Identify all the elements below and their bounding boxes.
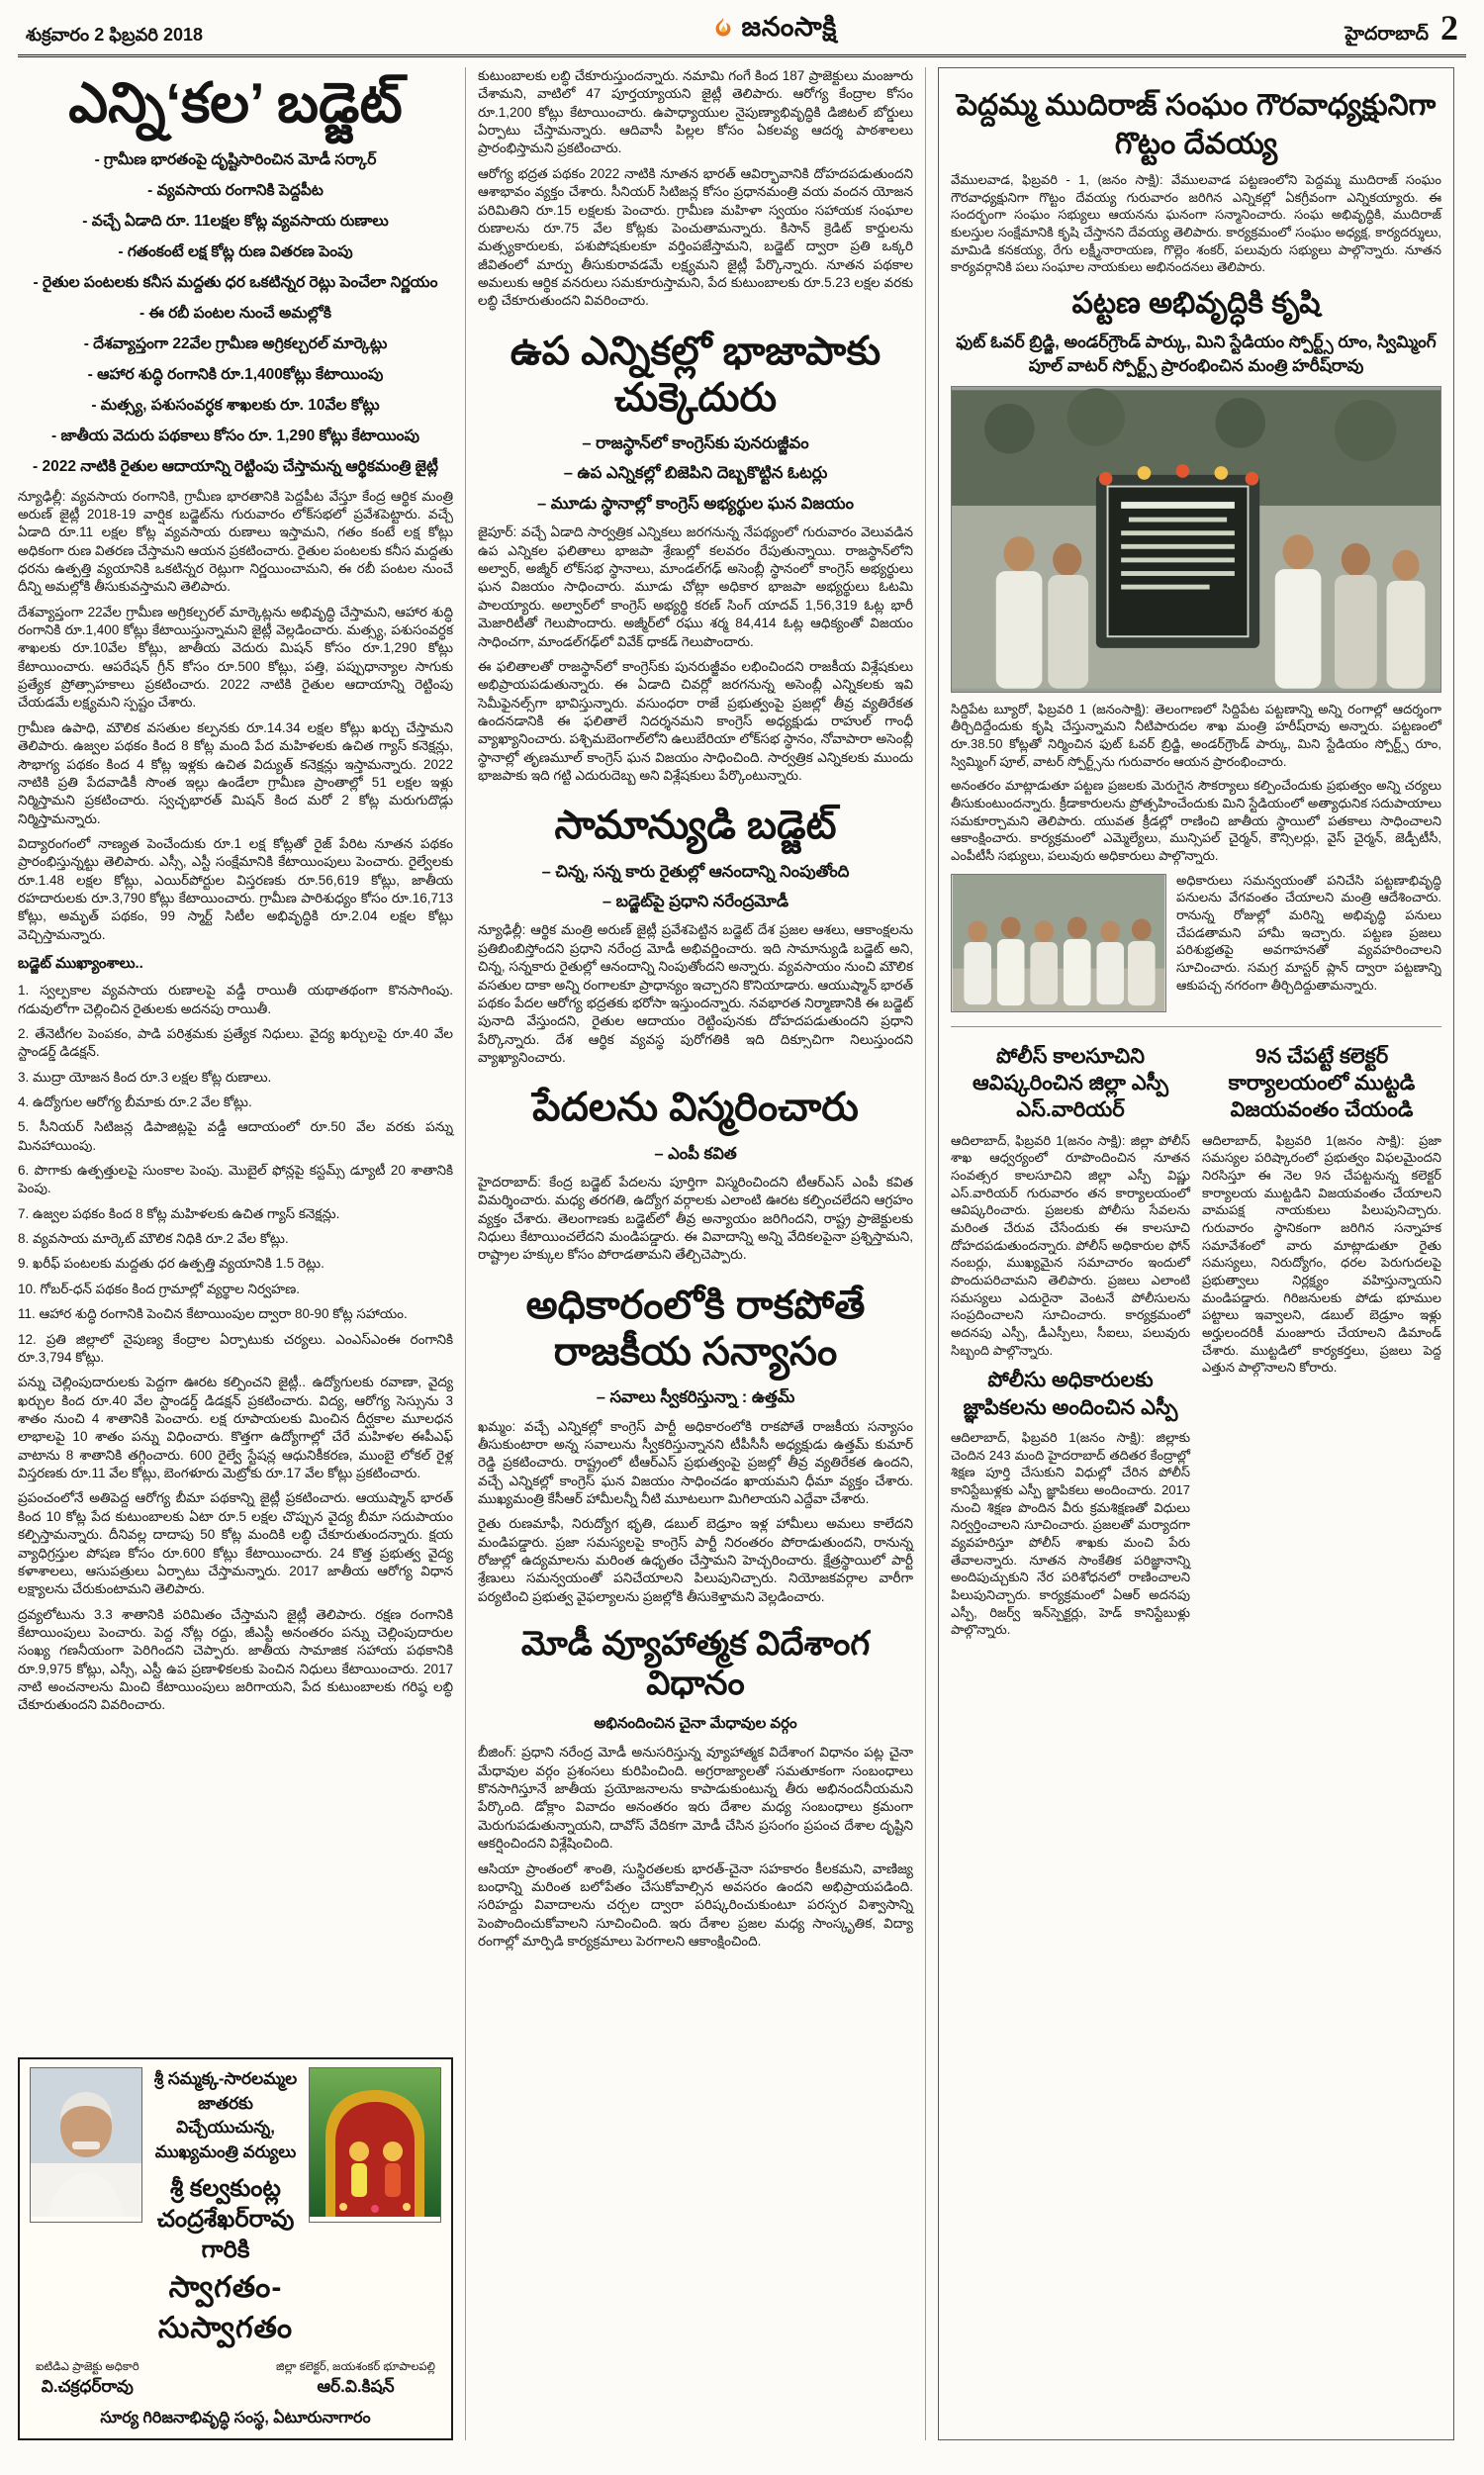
body-paragraph: ఆదిలాబాద్, ఫిబ్రవరి 1(జనం సాక్షి): ప్రజా సమస్యల పరిష్కారంలో ప్రభుత్వం విఫలమైందని నిరసిస్తూ ఈ నెల 9న చేపట్టనున్న కలెక్టర్ కార్యాలయ ముట్టడిని విజయవంతం చేయాలని వామపక్ష నాయకులు పిలుపునిచ్చారు. గురువారం స్థానికంగా జరిగిన సన్నాహక సమావేశంలో వారు మాట్లాడుతూ రైతు సమస్యలు, నిరుద్యోగం, ధరల పెరుగుదలపై ప్రభుత్వాలు నిర్లక్ష్యం వహిస్తున్నాయని మండిపడ్డారు. గిరిజనులకు పోడు భూముల పట్టాలు ఇవ్వాలని, డబుల్ బెడ్రూం ఇళ్లు అర్హులందరికీ మంజూరు చేయాలని డిమాండ్ చేశారు. ముట్టడిలో కార్యకర్తలు, ప్రజలు పెద్ద ఎత్తున పాల్గొనాలని కోరారు. [1202, 1132, 1441, 1376]
highlight-item: 2. తేనెటీగల పెంపకం, పాడి పరిశ్రమకు ప్రత్యేక నిధులు. వైద్య ఖర్చులపై రూ.40 వేల స్టాండర్డ్ డిడక్షన్. [18, 1025, 453, 1060]
right-subcolumn-right [1202, 1035, 1441, 1646]
lead-bullet: - దేశవ్యాప్తంగా 22వేల గ్రామీణ అగ్రికల్చరల్ మార్కెట్లు [83, 334, 388, 352]
body-paragraph: కుటుంబాలకు లబ్ధి చేకూరుస్తుందన్నారు. నమామి గంగే కింద 187 ప్రాజెక్టులు మంజూరు చేశామని, వాటిలో 47 పూర్తయ్యాయని జైట్లీ తెలిపారు. ఆరోగ్య కేంద్రాల కోసం రూ.1,200 కోట్లు కేటాయించారు. ఉపాధ్యాయుల నైపుణ్యాభివృద్ధికి డిజిటల్ బోర్డులు ఏర్పాటు చేస్తామన్నారు. ఆదివాసీ పిల్లల కోసం ఏకలవ్య ఆదర్శ పాఠశాలలు ప్రారంభిస్తామని ప్రకటించారు. [478, 68, 913, 156]
calendar-headline: పోలీస్ కాలసూచిని ఆవిష్కరించిన జిల్లా ఎస్పీ ఎస్.వారియర్ [972, 1044, 1169, 1122]
pattana-subhead: ఫుట్ ఓవర్ బ్రిడ్జి, అండర్‌గ్రౌండ్ పార్కు, మిని స్టేడియం స్పోర్ట్స్ రూం, స్విమ్మింగ్ పూల్ వాటర్ స్పోర్ట్స్ ప్రారంభించిన మంత్రి హరీష్‌రావు [956, 333, 1437, 375]
body-paragraph: ఆదిలాబాద్, ఫిబ్రవరి 1(జనం సాక్షి): జిల్లాకు చెందిన 243 మంది హైదరాబాద్ తదితర కేంద్రాల్లో శిక్షణ పూర్తి చేసుకుని విధుల్లో చేరిన పోలీస్ కానిస్టేబుళ్లకు ఎస్పీ జ్ఞాపికలు అందించారు. 2017 నుంచి శిక్షణ పొందిన వీరు క్రమశిక్షణతో విధులు నిర్వర్తించాలని సూచించారు. ప్రజలతో మర్యాదగా వ్యవహరిస్తూ పోలీస్ శాఖకు మంచి పేరు తేవాలన్నారు. నూతన సాంకేతిక పరిజ్ఞానాన్ని అందిపుచ్చుకుని నేర పరిశోధనలో రాణించాలని పిలుపునిచ్చారు. కార్యక్రమంలో ఏఆర్ అదనపు ఎస్పీ, రిజర్వ్ ఇన్‌స్పెక్టర్లు, హెడ్ కానిస్టేబుళ్లు పాల్గొన్నారు. [951, 1429, 1190, 1638]
lead-bullet-list [18, 150, 453, 487]
foreign-policy-kicker: అభినందించిన చైనా మేధావుల వర్గం [594, 1715, 797, 1733]
highlight-item: 1. స్వల్పకాల వ్యవసాయ రుణాలపై వడ్డీ రాయితీ యథాతథంగా కొనసాగింపు. గడువులోగా చెల్లించిన రైతులకు అదనపు రాయితీ. [18, 983, 453, 1016]
body-paragraph: ఖమ్మం: వచ్చే ఎన్నికల్లో కాంగ్రెస్ పార్టీ అధికారంలోకి రాకపోతే రాజకీయ సన్యాసం తీసుకుంటారా అన్న సవాలును స్వీకరిస్తున్నానని టీపీసీసీ అధ్యక్షుడు ఉత్తమ్ కుమార్ రెడ్డి ప్రకటించారు. రాష్ట్రంలో టీఆర్ఎస్ ప్రభుత్వంపై ప్రజల్లో తీవ్ర వ్యతిరేకత ఉందని, వచ్చే ఎన్నికల్లో కాంగ్రెస్ ఘన విజయం సాధించడం ఖాయమని ధీమా వ్యక్తం చేశారు. ముఖ్యమంత్రి కేసీఆర్ హామీలన్నీ నీటి మూటలుగా మిగిలాయని ఎద్దేవా చేశారు. [478, 1418, 913, 1506]
lead-bullet: - గతంకంటే లక్ష కోట్ల రుణ వితరణ పెంపు [118, 243, 353, 261]
highlight-item: 5. సీనియర్ సిటిజన్ల డిపాజిట్లపై వడ్డీ ఆదాయంలో రూ.50 వేల వరకు పన్ను మినహాయింపు. [18, 1119, 453, 1153]
deck-point: – మూడు స్థానాల్లో కాంగ్రెస్ అభ్యర్థుల ఘన విజయం [537, 494, 854, 513]
lead-bullet: - గ్రామీణ భారతంపై దృష్టిసారించిన మోడీ సర్కార్ [94, 151, 377, 169]
highlight-item: 3. ముద్రా యోజన కింద రూ.3 లక్షల కోట్ల రుణాలు. [18, 1069, 272, 1085]
mudiraj-headline: పెద్దమ్మ ముదిరాజ్ సంఘం గౌరవాధ్యక్షునిగా గొట్టం దేవయ్య [956, 89, 1437, 160]
highlight-item: 8. వ్యవసాయ మార్కెట్ మౌలిక నిధికి రూ.2 వేల కోట్లు. [18, 1231, 289, 1247]
right-subcolumn-left [951, 1035, 1190, 1646]
body-paragraph: అనంతరం మాట్లాడుతూ పట్టణ ప్రజలకు మెరుగైన సౌకర్యాలు కల్పించేందుకు ప్రభుత్వం అన్ని చర్యలు తీసుకుంటుందన్నారు. క్రీడాకారులను ప్రోత్సహించేందుకు మిని స్టేడియంలో అత్యాధునిక సదుపాయాలు సమకూర్చామని తెలిపారు. యువత క్రీడల్లో రాణించి జాతీయ స్థాయిలో పతకాలు సాధించాలని ఆకాంక్షించారు. కార్యక్రమంలో ఎమ్మెల్యేలు, మున్సిపల్ చైర్మన్, కౌన్సిలర్లు, వైస్ చైర్మన్, జెడ్పీటీసీ, ఎంపీటీసీ సభ్యులు, పలువురు అధికారులు పాల్గొన్నారు. [951, 778, 1441, 863]
ad-intro-line: జాతరకు విచ్చేయుచున్న, [176, 2093, 275, 2138]
body-paragraph: దేశవ్యాప్తంగా 22వేల గ్రామీణ అగ్రికల్చరల్ మార్కెట్లను అభివృద్ధి చేస్తామని, ఆహార శుద్ధి రంగానికి రూ.1,400 కోట్లు కేటాయిస్తున్నామని జైట్లీ వెల్లడించారు. మత్స్య, పశుసంవర్ధక శాఖలకు రూ.10వేల కోట్లు, జాతీయ వెదురు మిషన్ కోసం రూ.1,290 కోట్లు కేటాయించారు. ఆపరేషన్ గ్రీన్ కోసం రూ.500 కోట్లు, పత్తి, పప్పుధాన్యాల సాగుకు ప్రత్యేక ప్రోత్సాహకాలు ప్రకటించారు. 2022 నాటికి రైతుల ఆదాయాన్ని రెట్టింపు చేయడమే లక్ష్యమని స్పష్టం చేశారు. [18, 604, 453, 711]
body-paragraph: జైపూర్: వచ్చే ఏడాది సార్వత్రిక ఎన్నికలు జరగనున్న నేపథ్యంలో గురువారం వెలువడిన ఉప ఎన్నికల ఫలితాలు భాజపా శ్రేణుల్లో కలవరం రేపుతున్నాయి. రాజస్థాన్‌లోని అల్వార్, అజ్మీర్ లోక్‌సభ స్థానాలు, మాండల్‌గఢ్ అసెంబ్లీ స్థానంలో కాంగ్రెస్ అభ్యర్థులు ఘన విజయం సాధించారు. మూడు చోట్లా అధికార భాజపా అభ్యర్థులు ఓటమి పాలయ్యారు. అల్వార్‌లో కాంగ్రెస్ అభ్యర్థి కరణ్ సింగ్ యాదవ్ 1,56,319 ఓట్ల భారీ మెజారిటీతో గెలుపొందారు. అజ్మీర్‌లో రఘు శర్మ 84,414 ఓట్ల ఆధిక్యంతో విజయం సాధించగా, మాండల్‌గఢ్‌లో వివేక్ ధాకడ్ గెలుపొందారు. [478, 524, 913, 649]
lead-bullet: - వ్యవసాయ రంగానికి పెద్దపీట [147, 182, 324, 200]
foreign-policy-body [478, 1744, 913, 1951]
masthead [711, 12, 837, 49]
highlight-item: 9. ఖరీఫ్ పంటలకు మద్దతు ధర ఉత్పత్తి వ్యయానికి 1.5 రెట్లు. [18, 1256, 325, 1272]
lead-column [18, 67, 465, 2440]
highlight-item: 12. ప్రతి జిల్లాలో నైపుణ్య కేంద్రాల ఏర్పాటుకు చర్యలు. ఎంఎస్ఎంఈ రంగానికి రూ.3,794 కోట్లు. [18, 1331, 453, 1365]
page-header [18, 8, 1466, 57]
deck-point: – బడ్జెట్‌పై ప్రధాని నరేంద్రమోడీ [602, 893, 789, 911]
ad-signature-left-role: ఐటిడిఎ ప్రాజెక్టు అధికారి [36, 2361, 139, 2374]
mementos-body [951, 1429, 1190, 1639]
siege-headline: 9న చేపట్టే కలెక్టర్ కార్యాలయంలో ముట్టడి విజయవంతం చేయండి [1228, 1044, 1416, 1122]
ad-signatures-row [30, 2360, 441, 2401]
ad-intro-line: శ్రీ సమ్మక్క-సారలమ్మల [153, 2068, 298, 2088]
poor-body [478, 1174, 913, 1265]
lead-bullet: - వచ్చే ఏడాది రూ. 11లక్షల కోట్ల వ్యవసాయ రుణాలు [82, 213, 389, 231]
deck-point: – సవాలు స్వీకరిస్తున్నా : ఉత్తమ్ [596, 1388, 795, 1407]
sanyas-points [478, 1387, 913, 1408]
lead-bullet: - ఈ రబీ పంటల నుంచే అమల్లోకి [139, 305, 331, 322]
ad-intro-line: ముఖ్యమంత్రి వర్యులు [154, 2142, 297, 2161]
byelection-points [478, 433, 913, 515]
body-paragraph: ప్రపంచంలోనే అతిపెద్ద ఆరోగ్య బీమా పథకాన్ని జైట్లీ ప్రకటించారు. ఆయుష్మాన్ భారత్ కింద 10 కోట్ల పేద కుటుంబాలకు ఏటా రూ.5 లక్షల చొప్పున వైద్య బీమా సదుపాయం కల్పిస్తామన్నారు. దీనివల్ల దాదాపు 50 కోట్ల మందికి లబ్ధి చేకూరుతుందన్నారు. క్షయ వ్యాధిగ్రస్తుల పోషణ కోసం రూ.600 కోట్లు కేటాయించారు. 24 కొత్త ప్రభుత్వ వైద్య కళాశాలలు, ఆసుపత్రులు ఏర్పాటు చేస్తామన్నారు. 2017 జాతీయ ఆరోగ్య విధాన లక్ష్యాలను చేరుకుంటామని తెలిపారు. [18, 1490, 453, 1597]
highlight-item: 11. ఆహార శుద్ధి రంగానికి పెంచిన కేటాయింపుల ద్వారా 80-90 కోట్ల సహాయం. [18, 1306, 408, 1322]
body-paragraph: ద్రవ్యలోటును 3.3 శాతానికి పరిమితం చేస్తామని జైట్లీ తెలిపారు. రక్షణ రంగానికి కేటాయింపులు పెంచారు. పెద్ద నోట్ల రద్దు, జీఎస్టీ అనంతరం పన్ను చెల్లింపుదారుల సంఖ్య గణనీయంగా పెరిగిందని చెప్పారు. జాతీయ సామాజిక సహాయ పథకానికి రూ.9,975 కోట్లు, ఎస్సీ, ఎస్టీ ఉప ప్రణాళికలకు పెంచిన నిధులు కేటాయించారు. 2017 నాటి అంచనాలను మించి కేటాయింపులు జరిగాయని, పేద కుటుంబాలకు గరిష్ఠ లబ్ధి చేకూరుతుందని వివరించారు. [18, 1606, 453, 1713]
budget-highlights-title: బడ్జెట్ ముఖ్యాంశాలు.. [18, 955, 143, 973]
lead-headline: ఎన్ని‘కల’ బడ్జెట్ [68, 71, 403, 134]
advertisement [18, 2057, 453, 2440]
lead-bullet: - 2022 నాటికి రైతుల ఆదాయాన్ని రెట్టింపు చేస్తామన్న ఆర్థికమంత్రి జైట్లీ [33, 457, 438, 475]
sanyas-body [478, 1418, 913, 1607]
poor-points [478, 1144, 913, 1165]
deck-point: – ఉప ఎన్నికల్లో బిజెపిని దెబ్బకొట్టిన ఓటర్లు [563, 464, 828, 483]
lead-bullet: - మత్స్య, పశుసంవర్ధక శాఖలకు రూ. 10వేల కోట్లు [91, 396, 380, 414]
byelection-body [478, 524, 913, 785]
body-paragraph: సిద్దిపేట బ్యూరో, ఫిబ్రవరి 1 (జనంసాక్షి): తెలంగాణలో సిద్దిపేట పట్టణాన్ని అన్ని రంగాల్లో ఆదర్శంగా తీర్చిదిద్దేందుకు కృషి చేస్తున్నామని నీటిపారుదల శాఖ మంత్రి హరీష్‌రావు అన్నారు. పట్టణంలో రూ.38.50 కోట్లతో నిర్మించిన ఫుట్ ఓవర్ బ్రిడ్జి, అండర్‌గ్రౌండ్ పార్కు, మిని స్టేడియం స్పోర్ట్స్ రూం, స్విమ్మింగ్ పూల్, వాటర్ స్పోర్ట్స్‌ను గురువారం ఆయన ప్రారంభించారు. [951, 701, 1441, 769]
lead-bullet: - ఆహార శుద్ధి రంగానికి రూ.1,400కోట్లు కేటాయింపు [87, 365, 384, 383]
lead-body-continued [18, 1374, 453, 1721]
body-paragraph: బీజింగ్: ప్రధాని నరేంద్ర మోడీ అనుసరిస్తున్న వ్యూహాత్మక విదేశాంగ విధానం పట్ల చైనా మేధావుల వర్గం ప్రశంసలు కురిపించింది. అగ్రరాజ్యాలతో సమతూకంగా సంబంధాలు కొనసాగిస్తూనే జాతీయ ప్రయోజనాలను కాపాడుకుంటున్న తీరు అభినందనీయమని పేర్కొంది. డోక్లాం వివాదం అనంతరం ఇరు దేశాల మధ్య సంబంధాలు క్రమంగా మెరుగుపడుతున్నాయని, దావోస్ వేదికగా మోడీ చేసిన ప్రసంగం ప్రపంచ దేశాల దృష్టిని ఆకర్షించిందని విశ్లేషించింది. [478, 1745, 913, 1852]
body-paragraph: న్యూఢిల్లీ: వ్యవసాయ రంగానికి, గ్రామీణ భారతానికి పెద్దపీట వేస్తూ కేంద్ర ఆర్థిక మంత్రి అరుణ్ జైట్లీ 2018-19 వార్షిక బడ్జెట్‌ను గురువారం లోక్‌సభలో ప్రవేశపెట్టారు. వచ్చే ఏడాది రూ.11 లక్షల కోట్ల వ్యవసాయ రుణాలు ఇస్తామని, గతం కంటే లక్ష కోట్లు అధికంగా రుణ వితరణ చేస్తామని ఆయన ప్రకటించారు. రైతుల పంటలకు కనీస మద్దతు ధరను ఉత్పత్తి వ్యయానికి ఒకటిన్నర రెట్లుగా నిర్ణయించామని, ఈ రబీ పంటల నుంచే దీన్ని అమల్లోకి తీసుకువస్తామని తెలిపారు. [18, 488, 453, 595]
common-budget-headline: సామాన్యుడి బడ్జెట్ [554, 804, 837, 848]
ad-signature-left [36, 2360, 139, 2401]
photo-inauguration [951, 386, 1441, 693]
edition-date: శుక్రవారం 2 ఫిబ్రవరి 2018 [26, 25, 204, 45]
highlight-item: 6. పొగాకు ఉత్పత్తులపై సుంకాల పెంపు. మొబైల్ ఫోన్లపై కస్టమ్స్ డ్యూటీ 20 శాతానికి పెంపు. [18, 1163, 453, 1196]
right-two-column-block [951, 1035, 1441, 1646]
poor-headline: పేదలను విస్మరించారు [532, 1086, 859, 1130]
byelection-headline: ఉప ఎన్నికల్లో భాజాపాకు చుక్కెదురు [510, 329, 881, 420]
sanyas-headline: అధికారంలోకి రాకపోతే రాజకీయ సన్యాసం [525, 1283, 866, 1374]
page-number: 2 [1440, 8, 1458, 48]
pattana-continuation-block [951, 872, 1441, 1018]
body-paragraph: ఆరోగ్య భద్రత పథకం 2022 నాటికి నూతన భారత్ ఆవిర్భావానికి దోహదపడుతుందని ఆశాభావం వ్యక్తం చేశారు. సీనియర్ సిటిజన్ల కోసం ప్రధానమంత్రి వయ వందన యోజన పరిమితిని రూ.15 లక్షలకు పెంచారు. గ్రామీణ మహిళా స్వయం సహాయక సంఘాల రుణాలను రూ.75 వేల కోట్లకు పెంచుతామన్నారు. కిసాన్ క్రెడిట్ కార్డులను మత్స్యకారులకు, పశుపోషకులకూ వర్తింపజేస్తామని, బడ్జెట్ ద్వారా ప్రతి ఒక్కరి జీవితంలో మార్పు తీసుకురావడమే లక్ష్యమని జైట్లీ పేర్కొన్నారు. నూతన పథకాల అమలుకు ఆర్థిక వనరులు సమకూరుస్తామని, పేద కుటుంబాలకు రూ.5.23 లక్షల వరకు లబ్ధి చేకూరుతుందని వివరించారు. [478, 165, 913, 309]
body-paragraph: విద్యారంగంలో నాణ్యత పెంచేందుకు రూ.1 లక్ష కోట్లతో రైజ్ పేరిట నూతన పథకం ప్రారంభిస్తున్నట్టు తెలిపారు. ఎస్సీ, ఎస్టీ సంక్షేమానికి కేటాయింపులు పెంచారు. రైల్వేలకు రూ.1.48 లక్షల కోట్లు, ఎయిర్‌పోర్టుల విస్తరణకు రూ.56,619 కోట్లు, జాతీయ రహదారులకు రూ.3,790 కోట్లు కేటాయించారు. గ్రామీణ పారిశుధ్యం కోసం రూ.16,713 కోట్లు, అమృత్ పథకం, 99 స్మార్ట్ సిటీల అభివృద్ధికి రూ.2.04 లక్షల కోట్లు వెచ్చిస్తామన్నారు. [18, 836, 453, 942]
city-and-page [1345, 10, 1458, 49]
lead-bullet: - జాతీయ వెదురు పథకాలు కోసం రూ. 1,290 కోట్లు కేటాయింపు [51, 427, 419, 444]
budget-highlights-list [18, 982, 453, 1374]
columns [18, 67, 1466, 2440]
body-paragraph: ఈ ఫలితాలతో రాజస్థాన్‌లో కాంగ్రెస్‌కు పునరుజ్జీవం లభించిందని రాజకీయ విశ్లేషకులు అభిప్రాయపడుతున్నారు. ఈ ఏడాది చివర్లో జరగనున్న అసెంబ్లీ ఎన్నికలకు ఇవి సెమీఫైనల్స్‌గా భావిస్తున్నారు. వసుంధరా రాజే ప్రభుత్వంపై ప్రజల్లో తీవ్ర వ్యతిరేకత ఉందనడానికి ఈ ఫలితాలే నిదర్శనమని కాంగ్రెస్ అధ్యక్షుడు రాహుల్ గాంధీ వ్యాఖ్యానించారు. పశ్చిమబెంగాల్‌లోని ఉలుబేరియా లోక్‌సభ స్థానం, నోవాపారా అసెంబ్లీ స్థానాల్లో తృణమూల్ కాంగ్రెస్ ఘన విజయం సాధించింది. సార్వత్రిక ఎన్నికలకు ముందు భాజపాకు ఇది గట్టి ఎదురుదెబ్బ అని విశ్లేషకులు పేర్కొంటున్నారు. [478, 658, 913, 784]
body-paragraph: న్యూఢిల్లీ: ఆర్థిక మంత్రి అరుణ్ జైట్లీ ప్రవేశపెట్టిన బడ్జెట్ దేశ ప్రజల ఆశలు, ఆకాంక్షలను ప్రతిబింబిస్తోందని ప్రధాని నరేంద్ర మోడీ అభివర్ణించారు. ఇది సామాన్యుడి బడ్జెట్ అని, చిన్న, సన్నకారు రైతుల్లో ఆనందాన్ని నింపుతోందని అన్నారు. వ్యవసాయం నుంచి మౌలిక వసతుల దాకా అన్ని రంగాలకూ ప్రాధాన్యం ఇచ్చారని కొనియాడారు. ఆయుష్మాన్ భారత్ పథకం పేదల ఆరోగ్య భద్రతకు భరోసా ఇస్తుందన్నారు. నవభారత నిర్మాణానికి ఈ బడ్జెట్ పునాది వేస్తుందని, రైతుల ఆదాయం రెట్టింపునకు దోహదపడుతుందని ప్రధాని పేర్కొన్నారు. దేశ ఆర్థిక వ్యవస్థ పురోగతికి ఇది దిక్సూచిగా నిలుస్తుందని వ్యాఖ్యానించారు. [478, 922, 913, 1065]
body-paragraph: గ్రామీణ ఉపాధి, మౌలిక వసతుల కల్పనకు రూ.14.34 లక్షల కోట్లు ఖర్చు చేస్తామని తెలిపారు. ఉజ్వల పథకం కింద 8 కోట్ల మంది పేద మహిళలకు ఉచిత గ్యాస్ కనెక్షన్లు, సౌభాగ్య పథకం కింద 4 కోట్ల ఇళ్లకు ఉచిత విద్యుత్ కనెక్షన్లు ఇస్తామన్నారు. 2022 నాటికి ప్రతి పేదవాడికీ సొంత ఇల్లు ఉండేలా గ్రామీణ ప్రాంతాల్లో 51 లక్షల ఇళ్లు నిర్మిస్తామని ప్రకటించారు. స్వచ్ఛభారత్ మిషన్ కింద మరో 2 కోట్ల మరుగుదొడ్లు నిర్మిస్తామన్నారు. [18, 719, 453, 826]
body-paragraph: రైతు రుణమాఫీ, నిరుద్యోగ భృతి, డబుల్ బెడ్రూం ఇళ్ల హామీలు అమలు కాలేదని మండిపడ్డారు. ప్రజా సమస్యలపై కాంగ్రెస్ పార్టీ నిరంతరం పోరాడుతుందని, రానున్న రోజుల్లో ఉద్యమాలను మరింత ఉధృతం చేస్తామని హెచ్చరించారు. క్షేత్రస్థాయిలో పార్టీ శ్రేణులు సమన్వయంతో పనిచేయాలని పిలుపునిచ్చారు. నియోజకవర్గాల వారీగా పర్యటించి ప్రభుత్వ వైఫల్యాలను ప్రజల్లోకి తీసుకెళ్తామని వెల్లడించారు. [478, 1516, 913, 1604]
ad-photo-chief-minister [30, 2067, 142, 2223]
body-paragraph: పన్ను చెల్లింపుదారులకు పెద్దగా ఊరట కల్పించని జైట్లీ.. ఉద్యోగులకు రవాణా, వైద్య ఖర్చుల కింద రూ.40 వేల స్టాండర్డ్ డిడక్షన్ ప్రకటించారు. విద్య, ఆరోగ్య సెస్సును 3 శాతం నుంచి 4 శాతానికి పెంచారు. లక్ష రూపాయలకు మించిన దీర్ఘకాల మూలధన లాభాలపై 10 శాతం పన్ను విధించారు. కొత్తగా ఉద్యోగాల్లో చేరే మహిళల ఈపీఎఫ్ వాటాను 8 శాతానికి తగ్గించారు. 600 రైల్వే స్టేషన్ల ఆధునికీకరణ, ముంబై లోకల్ రైళ్ల విస్తరణకు రూ.11 వేల కోట్లు, బెంగళూరు మెట్రోకు రూ.17 వేల కోట్లు ప్రకటించారు. [18, 1375, 453, 1481]
right-column [926, 67, 1454, 2440]
ad-intro-lines [150, 2067, 301, 2165]
body-paragraph: హైదరాబాద్: కేంద్ర బడ్జెట్ పేదలను పూర్తిగా విస్మరించిందని టీఆర్ఎస్ ఎంపీ కవిత విమర్శించారు. మధ్య తరగతి, ఉద్యోగ వర్గాలకు ఎలాంటి ఊరట కల్పించలేదని ఆగ్రహం వ్యక్తం చేశారు. తెలంగాణకు బడ్జెట్‌లో తీవ్ర అన్యాయం జరిగిందని, రాష్ట్ర ప్రాజెక్టులకు నిధులు కేటాయించలేదని మండిపడ్డారు. ఈ వివాదాన్ని అన్ని వేదికలపైనా ప్రశ్నిస్తామని, రాష్ట్రాల హక్కుల కోసం పోరాడతామని తేల్చిచెప్పారు. [478, 1174, 913, 1263]
ad-signature-right [276, 2360, 435, 2401]
body-paragraph: అధికారులు సమన్వయంతో పనిచేసి పట్టణాభివృద్ధి పనులను వేగవంతం చేయాలని మంత్రి ఆదేశించారు. రానున్న రోజుల్లో మరిన్ని అభివృద్ధి పనులు చేపడతామని హామీ ఇచ్చారు. పట్టణ ప్రజలు పరిశుభ్రతపై అవగాహనతో వ్యవహరించాలని సూచించారు. సమగ్ర మాస్టర్ ప్లాన్ ద్వారా పట్టణాన్ని ఆకుపచ్చ నగరంగా తీర్చిదిద్దుతామన్నారు. [1176, 872, 1441, 993]
middle-column [465, 67, 926, 2440]
deck-point: – ఎంపీ కవిత [654, 1144, 737, 1163]
mudiraj-body [951, 171, 1441, 276]
mementos-headline: పోలీసు అధికారులకు జ్ఞాపికలను అందించిన ఎస్పీ [963, 1369, 1178, 1419]
ad-text-block [150, 2067, 301, 2354]
masthead-title: జనంసాక్షి [741, 12, 837, 42]
lead-body [18, 488, 453, 952]
body-paragraph: ఆసియా ప్రాంతంలో శాంతి, సుస్థిరతలకు భారత్-చైనా సహకారం కీలకమని, వాణిజ్య బంధాన్ని మరింత బలోపేతం చేసుకోవాల్సిన అవసరం ఉందని అభిప్రాయపడింది. సరిహద్దు వివాదాలను చర్చల ద్వారా పరిష్కరించుకుంటూ పరస్పర విశ్వాసాన్ని పెంపొందించుకోవాలని సూచించింది. ఇరు దేశాల ప్రజల మధ్య సాంస్కృతిక, విద్యా రంగాల్లో మార్పిడి కార్యక్రమాలు పెరగాలని ఆకాంక్షించింది. [478, 1860, 913, 1949]
ad-honoree-name: శ్రీ కల్వకుంట్ల చంద్రశేఖర్‌రావు గారికి [156, 2174, 295, 2263]
ad-signature-right-name: ఆర్.వి.కిషన్ [317, 2377, 395, 2396]
common-budget-body [478, 921, 913, 1067]
foreign-policy-headline: మోడీ వ్యూహాత్మక విదేశాంగ విధానం [520, 1625, 871, 1703]
ad-signature-right-role: జిల్లా కలెక్టర్, జయశంకర్ భూపాలపల్లి [276, 2361, 435, 2374]
divider [951, 1026, 1441, 1027]
siege-body [1202, 1132, 1441, 1377]
edition-city: హైదరాబాద్ [1345, 24, 1429, 45]
deck-point: – చిన్న, సన్న కారు రైతుల్లో ఆనందాన్ని నింపుతోంది [541, 862, 850, 881]
ad-photo-deities [309, 2067, 441, 2223]
ad-organization: సూర్య గిరిజనాభివృద్ధి సంస్థ, ఏటూరునాగారం [100, 2410, 371, 2427]
lead-continuation [478, 67, 913, 311]
ad-welcome-text: స్వాగతం-సుస్వాగతం [157, 2271, 294, 2345]
body-paragraph: ఆదిలాబాద్, ఫిబ్రవరి 1(జనం సాక్షి): జిల్లా పోలీస్ శాఖ ఆధ్వర్యంలో రూపొందించిన నూతన సంవత్సర కాలసూచిని జిల్లా ఎస్పీ విష్ణు ఎస్.వారియర్ గురువారం తన కార్యాలయంలో ఆవిష్కరించారు. ప్రజలకు పోలీసు సేవలను మరింత చేరువ చేసేందుకు ఈ కాలసూచి దోహదపడుతుందన్నారు. పోలీస్ అధికారుల ఫోన్ నంబర్లు, ముఖ్యమైన సమాచారం ఇందులో పొందుపరిచామని తెలిపారు. ప్రజలు ఎలాంటి సమస్యలు ఎదురైనా వెంటనే పోలీసులను సంప్రదించాలని సూచించారు. కార్యక్రమంలో అదనపు ఎస్పీ, డీఎస్పీలు, సీఐలు, పలువురు సిబ్బంది పాల్గొన్నారు. [951, 1132, 1190, 1358]
pattana-body [951, 701, 1441, 865]
highlight-item: 10. గోబర్-ధన్ పథకం కింద గ్రామాల్లో వ్యర్థాల నిర్వహణ. [18, 1281, 300, 1296]
highlight-item: 4. ఉద్యోగుల ఆరోగ్య బీమాకు రూ.2 వేల కోట్లు. [18, 1094, 252, 1109]
body-paragraph: వేములవాడ, ఫిబ్రవరి - 1, (జనం సాక్షి): వేములవాడ పట్టణంలోని పెద్దమ్మ ముదిరాజ్ సంఘం గౌరవాధ్యక్షునిగా గొట్టం దేవయ్య గురువారం జరిగిన ఎన్నికల్లో ఏకగ్రీవంగా ఎన్నికయ్యారు. ఈ సందర్భంగా సంఘం సభ్యులు ఆయనను ఘనంగా సన్మానించారు. సంఘ అభివృద్ధికి, ముదిరాజ్ కులస్తుల సంక్షేమానికి కృషి చేస్తానని దేవయ్య తెలిపారు. కార్యక్రమంలో సంఘం అధ్యక్ష, కార్యదర్శులు, మామిడి కనకయ్య, రేగు లక్ష్మీనారాయణ, గొల్లెం శంకర్, పలువురు సభ్యులు పాల్గొన్నారు. నూతన కార్యవర్గానికి పలు సంఘాల నాయకులు అభినందనలు తెలిపారు. [951, 172, 1441, 275]
calendar-body [951, 1132, 1190, 1360]
common-budget-points [478, 862, 913, 913]
deck-point: – రాజస్థాన్‌లో కాంగ్రెస్‌కు పునరుజ్జీవం [582, 434, 809, 453]
right-box [938, 67, 1454, 2440]
masthead-flame-icon [711, 16, 735, 47]
highlight-item: 7. ఉజ్వల పథకం కింద 8 కోట్ల మహిళలకు ఉచిత గ్యాస్ కనెక్షన్లు. [18, 1205, 340, 1221]
ad-signature-left-name: వి.చక్రధర్‌రావు [41, 2377, 134, 2396]
ad-top-row [30, 2067, 441, 2354]
lead-bullet: - రైతుల పంటలకు కనీస మద్దతు ధర ఒకటిన్నర రెట్లు పెంచేలా నిర్ణయం [33, 274, 438, 292]
pattana-headline: పట్టణ అభివృద్ధికి కృషి [1071, 287, 1321, 321]
